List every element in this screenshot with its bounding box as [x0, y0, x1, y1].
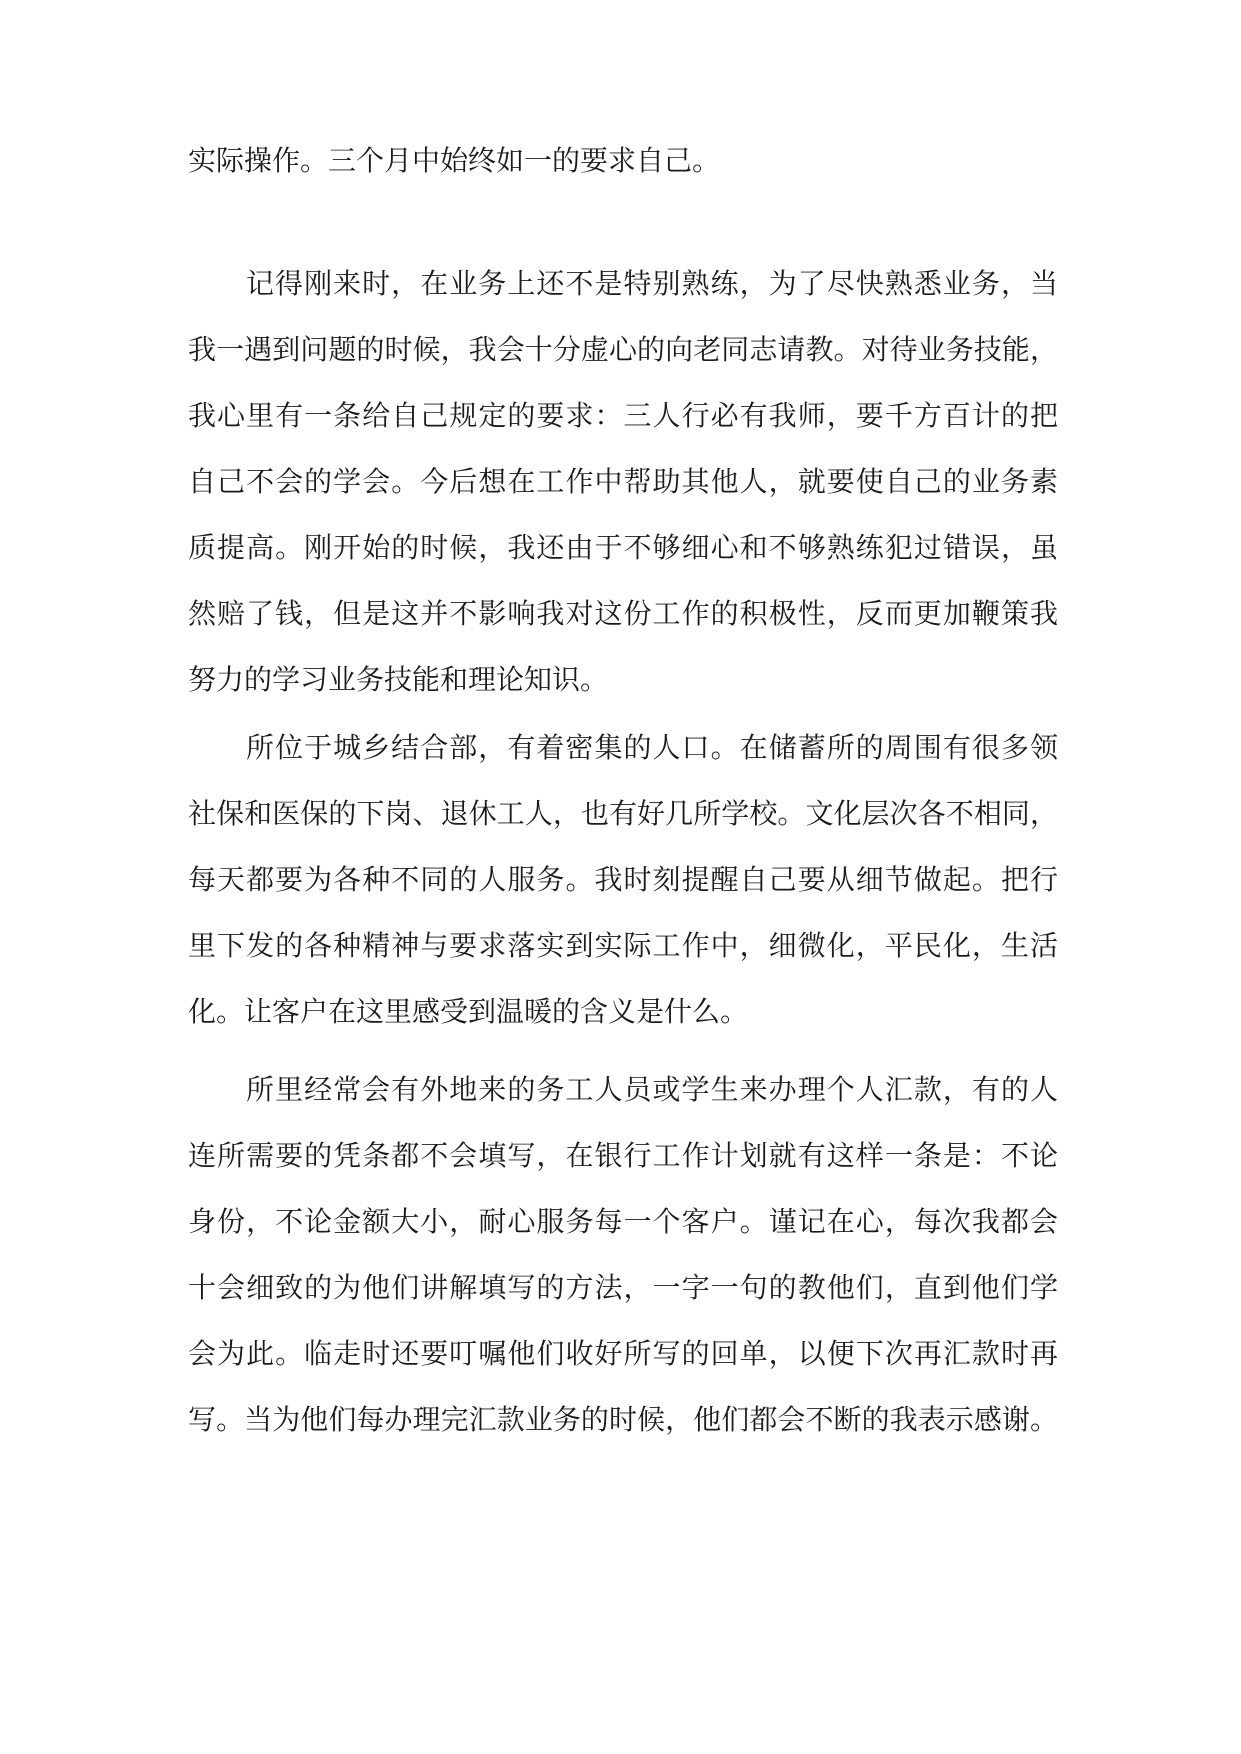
text-line: 化。让客户在这里感受到温暖的含义是什么。 [188, 995, 749, 1028]
text-line: 然赔了钱，但是这并不影响我对这份工作的积极性，反而更加鞭策我 [188, 597, 1058, 630]
text-line: 质提高。刚开始的时候，我还由于不够细心和不够熟练犯过错误，虽 [188, 531, 1058, 564]
text-line: 所位于城乡结合部，有着密集的人口。在储蓄所的周围有很多领 [246, 731, 1058, 764]
text-line: 每天都要为各种不同的人服务。我时刻提醒自己要从细节做起。把行 [188, 863, 1058, 896]
paragraph-4 [188, 1057, 1058, 1453]
text-line: 实际操作。三个月中始终如一的要求自己。 [188, 144, 721, 177]
paragraph-2 [188, 251, 1058, 713]
paragraph-3 [188, 715, 1058, 1045]
text-line: 身份，不论金额大小，耐心服务每一个客户。谨记在心，每次我都会 [188, 1205, 1058, 1238]
paragraph-1 [188, 128, 1058, 194]
text-line: 连所需要的凭条都不会填写，在银行工作计划就有这样一条是：不论 [188, 1139, 1058, 1172]
text-line: 努力的学习业务技能和理论知识。 [188, 663, 609, 696]
text-line: 写。当为他们每办理完汇款业务的时候，他们都会不断的我表示感谢。 [188, 1403, 1058, 1436]
text-line: 会为此。临走时还要叮嘱他们收好所写的回单，以便下次再汇款时再 [188, 1337, 1058, 1370]
text-line: 记得刚来时，在业务上还不是特别熟练，为了尽快熟悉业务，当 [246, 267, 1058, 300]
text-line: 所里经常会有外地来的务工人员或学生来办理个人汇款，有的人 [246, 1073, 1058, 1106]
text-line: 我心里有一条给自己规定的要求：三人行必有我师，要千方百计的把 [188, 399, 1058, 432]
text-line: 自己不会的学会。今后想在工作中帮助其他人，就要使自己的业务素 [188, 465, 1058, 498]
text-line: 十会细致的为他们讲解填写的方法，一字一句的教他们，直到他们学 [188, 1271, 1058, 1304]
text-line: 我一遇到问题的时候，我会十分虚心的向老同志请教。对待业务技能， [188, 333, 1058, 366]
text-line: 社保和医保的下岗、退休工人，也有好几所学校。文化层次各不相同， [188, 797, 1058, 830]
text-line: 里下发的各种精神与要求落实到实际工作中，细微化，平民化，生活 [188, 929, 1058, 962]
